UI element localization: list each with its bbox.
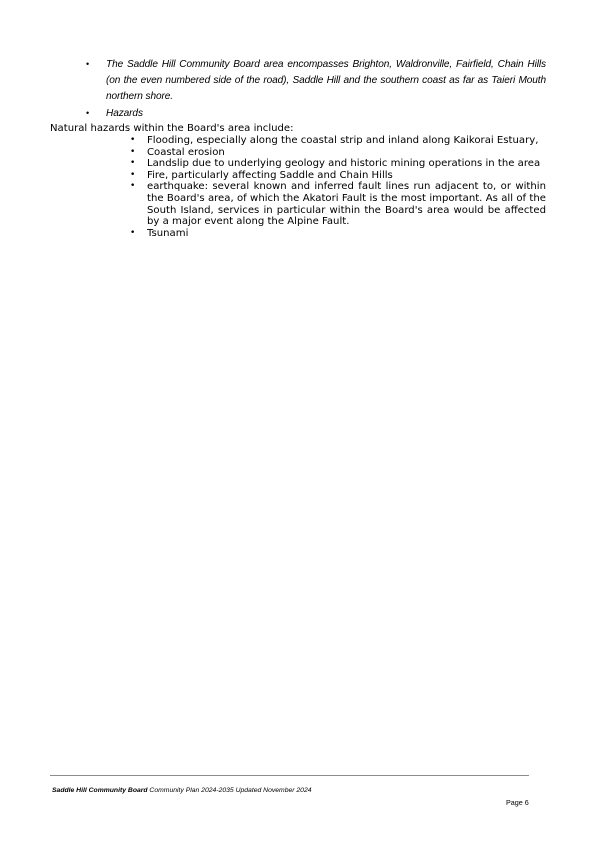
bullet-icon: • <box>130 227 136 238</box>
intro-bullet-list <box>84 57 546 122</box>
board-area-description: The Saddle Hill Community Board area encompasses Brighton, Waldronville, Fairfield, Chain Hills (on the even numbered side of the road), Saddle Hill and the southern coast as far as Taieri Mouth northern shore. <box>106 59 546 102</box>
hazard-item-fire <box>128 170 546 182</box>
footer-title <box>52 787 312 794</box>
bullet-icon: • <box>86 59 90 69</box>
hazard-text: Coastal erosion <box>147 146 225 158</box>
list-item <box>84 57 546 104</box>
list-item <box>84 106 546 122</box>
hazard-text: Landslip due to underlying geology and historic mining operations in the area <box>147 158 541 170</box>
hazard-text: earthquake: several known and inferred fault lines run adjacent to, or within the Board's area, of which the Akatori Fault is the most important. As all of the South Island, services in particular within the Board's area would be affected by a major event along the Alpine Fault. <box>147 181 546 228</box>
hazard-text: Flooding, especially along the coastal strip and inland along Kaikorai Estuary, <box>147 135 539 146</box>
bullet-icon: • <box>86 108 90 119</box>
bullet-icon: • <box>130 181 136 192</box>
hazards-heading: Hazards <box>106 108 143 120</box>
hazard-item-flooding <box>128 135 546 147</box>
page-number: Page 6 <box>506 798 529 807</box>
hazard-text: Fire, particularly affecting Saddle and Chain Hills <box>147 169 393 181</box>
hazard-item-earthquake <box>128 181 546 227</box>
footer-divider <box>50 775 529 776</box>
footer-board-name: Saddle Hill Community Board <box>52 787 148 794</box>
bullet-icon: • <box>130 146 136 157</box>
hazard-text: Tsunami <box>147 227 189 239</box>
hazard-item-coastal-erosion <box>128 147 546 159</box>
bullet-icon: • <box>130 135 136 145</box>
hazards-intro-text: Natural hazards within the Board's area include: <box>50 123 294 134</box>
hazard-item-tsunami <box>128 228 546 240</box>
hazard-item-landslip <box>128 158 546 170</box>
bullet-icon: • <box>130 158 136 169</box>
hazard-list <box>128 135 546 239</box>
footer-plan-text: Community Plan 2024-2035 Updated November 2024 <box>147 787 312 794</box>
bullet-icon: • <box>130 169 136 180</box>
